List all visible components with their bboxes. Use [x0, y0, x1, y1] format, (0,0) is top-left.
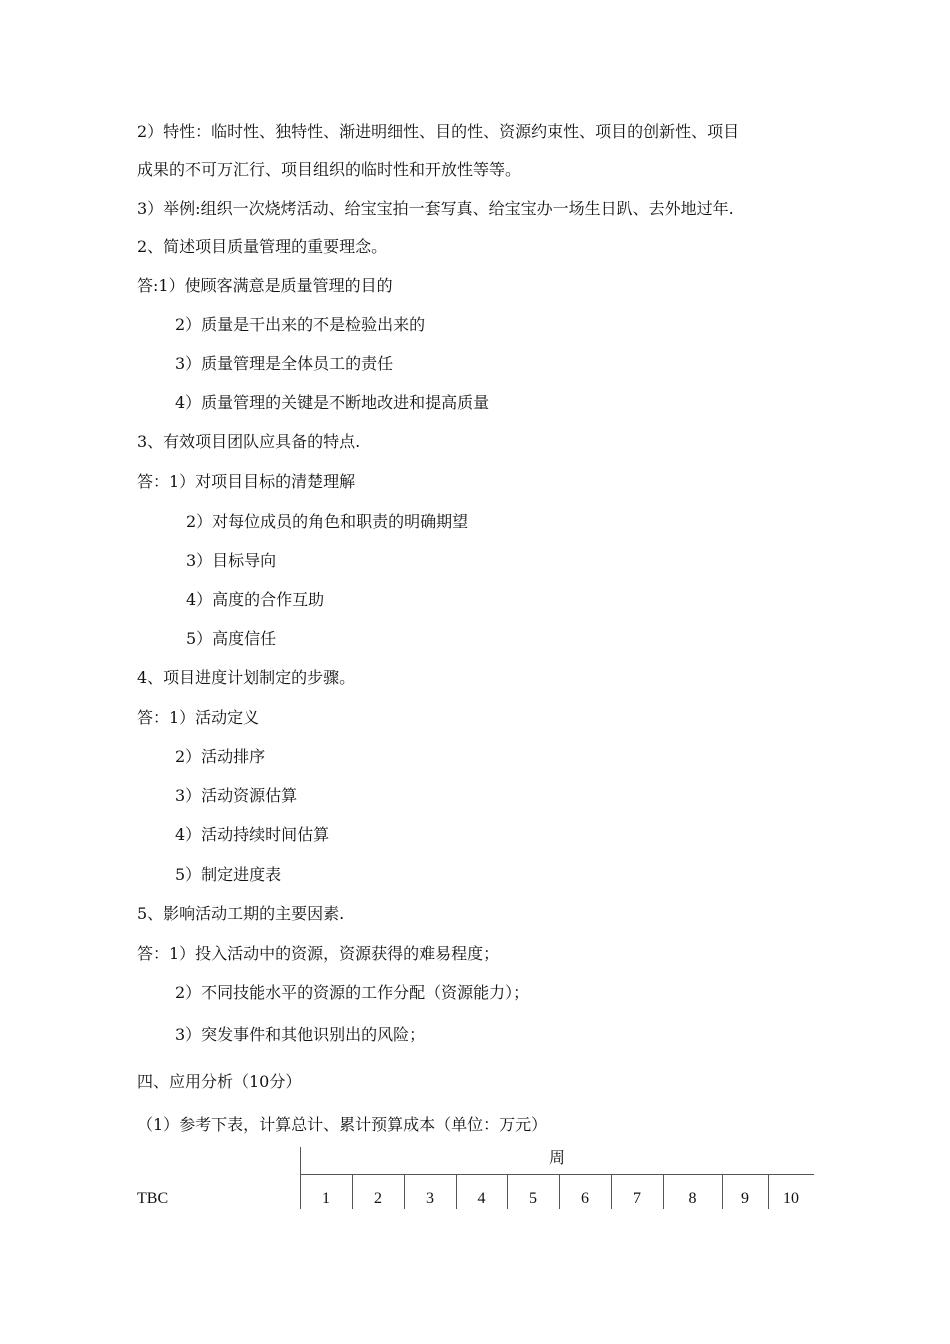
- week-divider: [663, 1175, 664, 1209]
- week-cell: 9: [741, 1190, 749, 1207]
- week-cell: 8: [688, 1190, 697, 1207]
- text-line: 5、影响活动工期的主要因素.: [137, 904, 345, 923]
- text-line: 答：1）投入活动中的资源，资源获得的难易程度；: [137, 944, 500, 963]
- text-line: 2）对每位成员的角色和职责的明确期望: [186, 512, 469, 531]
- text-line: 5）制定进度表: [175, 865, 282, 884]
- text-line: 4）高度的合作互助: [186, 590, 325, 609]
- week-divider: [611, 1175, 612, 1209]
- text-line: 3）质量管理是全体员工的责任: [175, 354, 394, 373]
- text-line: 4）质量管理的关键是不断地改进和提高质量: [175, 393, 490, 412]
- text-line: （1）参考下表，计算总计、累计预算成本（单位：万元）: [137, 1115, 548, 1134]
- text-line: 3、有效项目团队应具备的特点.: [137, 432, 361, 451]
- text-line: 3）目标导向: [186, 551, 277, 570]
- week-cell: 4: [477, 1190, 486, 1207]
- week-cell: 7: [633, 1190, 641, 1207]
- week-divider: [507, 1175, 508, 1209]
- text-line: 答：1）活动定义: [137, 708, 260, 727]
- week-divider: [768, 1175, 769, 1209]
- week-cell: 3: [426, 1190, 434, 1207]
- week-cell: 1: [322, 1190, 330, 1207]
- week-divider: [352, 1175, 353, 1209]
- text-line: 2）质量是干出来的不是检验出来的: [175, 315, 426, 334]
- week-cell: 6: [581, 1190, 589, 1207]
- week-cell: 2: [374, 1190, 382, 1207]
- text-line: 答:1）使顾客满意是质量管理的目的: [137, 276, 393, 295]
- week-cell: 5: [529, 1190, 537, 1207]
- text-line: 5）高度信任: [186, 629, 277, 648]
- week-cell: 10: [783, 1190, 799, 1207]
- text-line: 3）突发事件和其他识别出的风险；: [175, 1025, 426, 1044]
- text-line: 2）活动排序: [175, 747, 266, 766]
- text-line: 3）举例:组织一次烧烤活动、给宝宝拍一套写真、给宝宝办一场生日趴、去外地过年.: [137, 199, 734, 218]
- text-line: 2）特性：临时性、独特性、渐进明细性、目的性、资源约束性、项目的创新性、项目: [137, 122, 740, 141]
- week-header: 周: [548, 1148, 565, 1167]
- text-line: 3）活动资源估算: [175, 786, 298, 805]
- week-divider: [456, 1175, 457, 1209]
- text-line: 成果的不可万汇行、项目组织的临时性和开放性等等。: [137, 160, 522, 179]
- text-line: 四、应用分析（10分）: [137, 1072, 302, 1091]
- table-header-divider: [300, 1174, 814, 1175]
- week-divider: [559, 1175, 560, 1209]
- text-line: 2）不同技能水平的资源的工作分配（资源能力）；: [175, 983, 530, 1002]
- week-divider: [404, 1175, 405, 1209]
- text-line: 2、简述项目质量管理的重要理念。: [137, 237, 388, 256]
- text-line: 4）活动持续时间估算: [175, 825, 330, 844]
- tbc-row-label: TBC: [137, 1190, 169, 1207]
- text-line: 4、项目进度计划制定的步骤。: [137, 668, 356, 687]
- text-line: 答：1）对项目目标的清楚理解: [137, 472, 356, 491]
- week-divider: [722, 1175, 723, 1209]
